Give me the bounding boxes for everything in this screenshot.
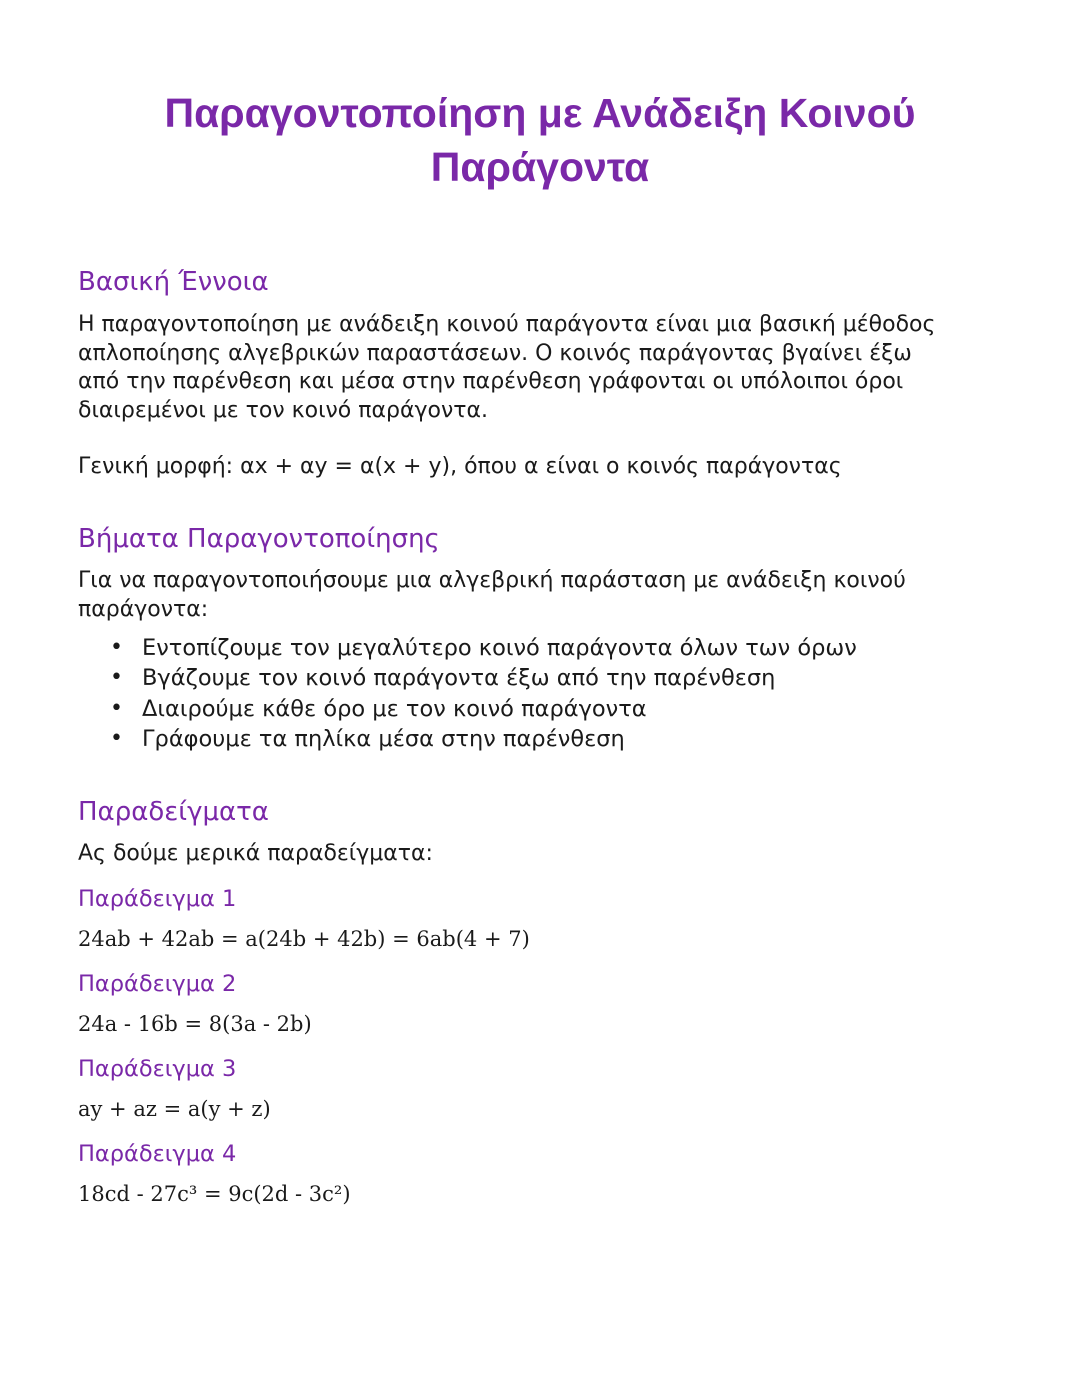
example-2-heading: Παράδειγμα 2 [78,971,237,997]
page-title-line-2: Παράγοντα [430,144,650,190]
basic-concept-paragraph [78,311,1018,425]
section-heading-basic-concept: Βασική Έννοια [78,267,269,297]
example-3-formula: ay + az = a(y + z) [78,1097,271,1121]
bullet-icon: • [110,695,123,721]
steps-intro-line-2: παράγοντα: [78,596,209,622]
steps-bullet-list [104,633,857,754]
list-item [104,663,857,693]
example-2-formula: 24a - 16b = 8(3a - 2b) [78,1012,312,1036]
basic-concept-line-4: διαιρεμένοι με τον κοινό παράγοντα. [78,397,488,423]
step-text: Διαιρούμε κάθε όρο με τον κοινό παράγοντα [142,695,647,722]
section-heading-steps: Βήματα Παραγοντοποίησης [78,524,440,554]
step-text: Εντοπίζουμε τον μεγαλύτερο κοινό παράγοντα όλων των όρων [142,635,857,661]
bullet-icon: • [110,635,123,660]
step-text: Βγάζουμε τον κοινό παράγοντα έξω από την παρένθεση [142,665,776,692]
example-3-heading: Παράδειγμα 3 [78,1056,237,1082]
basic-concept-line-3: από την παρένθεση και μέσα στην παρένθεση γράφονται οι υπόλοιποι όροι [78,369,904,394]
basic-concept-line-2: απλοποίησης αλγεβρικών παραστάσεων. Ο κοινός παράγοντας βγαίνει έξω [78,340,912,366]
page-title-line-1: Παραγοντοποίηση με Ανάδειξη Κοινού [164,90,916,136]
general-form-text: Γενική μορφή: αx + αy = α(x + y), όπου α είναι ο κοινός παράγοντας [78,454,842,479]
section-heading-examples: Παραδείγματα [78,797,269,827]
list-item [104,633,857,663]
example-1-formula: 24ab + 42ab = a(24b + 42b) = 6ab(4 + 7) [78,927,530,951]
example-4-heading: Παράδειγμα 4 [78,1141,237,1167]
page-title [60,86,1020,194]
list-item [104,694,857,724]
basic-concept-line-1: Η παραγοντοποίηση με ανάδειξη κοινού παράγοντα είναι μια βασική μέθοδος [78,312,936,337]
steps-intro-paragraph [78,567,1018,624]
list-item [104,724,857,754]
steps-intro-line-1: Για να παραγοντοποιήσουμε μια αλγεβρική παράσταση με ανάδειξη κοινού [78,568,906,593]
examples-intro: Ας δούμε μερικά παραδείγματα: [78,841,433,866]
bullet-icon: • [110,725,123,751]
example-4-formula: 18cd - 27c³ = 9c(2d - 3c²) [78,1182,351,1206]
step-text: Γράφουμε τα πηλίκα μέσα στην παρένθεση [142,725,625,752]
example-1-heading: Παράδειγμα 1 [78,886,237,912]
bullet-icon: • [110,665,123,691]
